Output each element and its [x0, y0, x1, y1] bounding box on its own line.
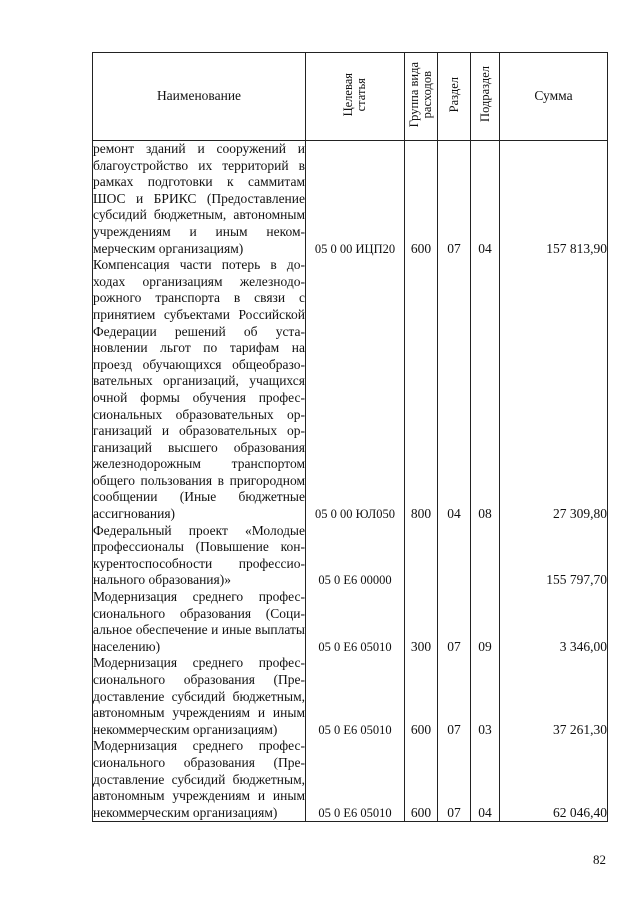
header-subsection-label: Подраздел: [477, 66, 492, 123]
row-expense-group: [405, 523, 438, 589]
row-name: Федеральный проект «Молодые профессионалы (Повышение конкурентоспособности профессионального образования)»: [93, 522, 305, 588]
row-subsection: 08: [471, 257, 500, 523]
row-amount: 157 813,90: [500, 141, 608, 258]
row-section: [438, 523, 471, 589]
row-expense-group: 300: [405, 589, 438, 655]
row-amount: 3 346,00: [500, 589, 608, 655]
table-row: [93, 589, 608, 655]
header-amount: Сумма: [500, 53, 608, 141]
table-row: [93, 141, 608, 258]
table-row: [93, 655, 608, 738]
row-name: Компенсация части потерь в доходах организациям железнодорожного транспорта в связи с принятием субъектами Российской Федерации решений об установлении льгот по тарифам на проезд обучающихся общеобразовательных организаций, учащихся очной формы обучения профессиональных образовательных организаций и образовательных организаций высшего образования железнодорожным транспортом общего пользования в пригородном сообщении (Иные бюджетные ассигнования): [93, 257, 305, 522]
table-row: [93, 738, 608, 821]
header-target-article-label: Целевая статья: [341, 72, 368, 116]
row-subsection: 09: [471, 589, 500, 655]
header-expense-group: [405, 53, 438, 141]
row-expense-group: 600: [405, 141, 438, 258]
row-section: 07: [438, 738, 471, 821]
header-name: Наименование: [93, 53, 306, 141]
row-section: 04: [438, 257, 471, 523]
row-expense-group: 800: [405, 257, 438, 523]
header-target-article: [306, 53, 405, 141]
table-row: [93, 523, 608, 589]
row-target-article: 05 0 Е6 05010: [306, 738, 405, 821]
table-header-row: [93, 53, 608, 141]
header-subsection: [471, 53, 500, 141]
row-name: ремонт зданий и сооружений и благоустройство их территорий в рамках подготовки к саммитам ШОС и БРИКС (Предоставление субсидий бюджетным, автономным учреждениям и иным некоммерческим организациям): [93, 141, 305, 256]
row-amount: 62 046,40: [500, 738, 608, 821]
header-section: [438, 53, 471, 141]
row-subsection: 03: [471, 655, 500, 738]
row-target-article: 05 0 Е6 00000: [306, 523, 405, 589]
row-target-article: 05 0 00 ИЦП20: [306, 141, 405, 258]
row-target-article: 05 0 Е6 05010: [306, 589, 405, 655]
budget-table: [92, 52, 608, 822]
row-name: Модернизация среднего профессионального образования (Предоставление субсидий бюджетным, автономным учреждениям и иным некоммерческим организациям): [93, 655, 305, 737]
row-subsection: 04: [471, 141, 500, 258]
row-section: 07: [438, 589, 471, 655]
row-amount: 37 261,30: [500, 655, 608, 738]
row-amount: 155 797,70: [500, 523, 608, 589]
table-row: [93, 257, 608, 523]
row-name: Модернизация среднего профессионального образования (Социальное обеспечение и иные выплаты населению): [93, 589, 305, 654]
page-number: 82: [593, 852, 606, 867]
row-name: Модернизация среднего профессионального образования (Предоставление субсидий бюджетным, автономным учреждениям и иным некоммерческим организациям): [93, 738, 306, 821]
row-target-article: 05 0 00 ЮЛ050: [306, 257, 405, 523]
row-section: 07: [438, 655, 471, 738]
row-subsection: 04: [471, 738, 500, 821]
row-target-article: 05 0 Е6 05010: [306, 655, 405, 738]
header-section-label: Раздел: [446, 76, 461, 112]
row-amount: 27 309,80: [500, 257, 608, 523]
row-subsection: [471, 523, 500, 589]
row-expense-group: 600: [405, 655, 438, 738]
row-expense-group: 600: [405, 738, 438, 821]
row-section: 07: [438, 141, 471, 258]
header-expense-group-label: Группа вида расходов: [407, 61, 434, 127]
